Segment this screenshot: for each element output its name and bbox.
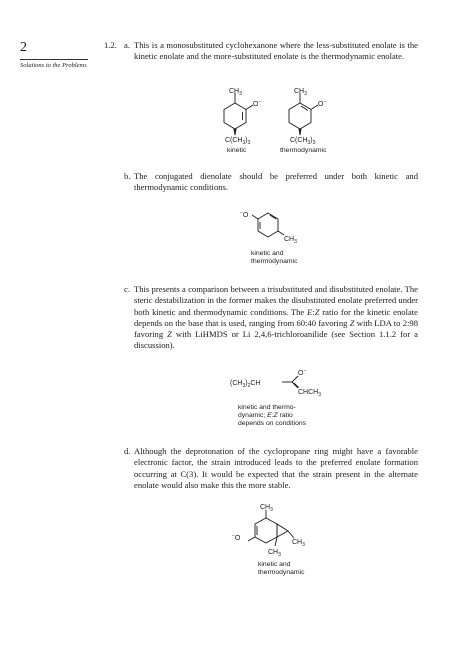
kinetic-methyl-label: $CH_3$: [229, 88, 242, 97]
dienolate-caption-line1: kinetic and: [251, 250, 284, 257]
dienolate-oxide-label: −O: [240, 210, 249, 219]
acyclic-enolate-structure: [230, 368, 350, 398]
dienolate-methyl-label: $CH_3$: [284, 236, 297, 245]
kinetic-enolate-structure: [205, 88, 365, 148]
bicyclic-methyl-right-label: $CH_3$: [292, 539, 305, 548]
bicyclic-methyl-bottom-label: $CH_3$: [268, 549, 281, 558]
bicyclic-enolate-structure: [232, 504, 322, 559]
part-b-text: The conjugated dienolate should be preferred under both kinetic and thermodynamic conditions.: [134, 171, 418, 193]
part-b-label: b.: [124, 171, 131, 181]
ethylidene-label: $CHCH_3$: [298, 389, 322, 398]
acyclic-caption-line2: dynamic; E:Z ratio: [238, 412, 293, 419]
part-c-label: c.: [124, 284, 130, 294]
thermo-tbutyl-label: $C(CH_3)_3$: [290, 137, 316, 146]
bicyclic-methyl-top-label: $CH_3$: [260, 504, 273, 513]
bicyclic-oxide-label: −O: [232, 533, 241, 542]
dienolate-caption-line2: thermodynamic: [251, 258, 298, 265]
part-d-label: d.: [124, 446, 131, 456]
part-d-text: Although the deprotonation of the cyclopropane ring might have a favorable electronic factor, the strain introduced leads to the preferred enolate formation occurring at C(3). It would be expected that the strain present in the alternate enolate would also make this the more stable.: [134, 446, 418, 490]
part-c-text: This presents a comparison between a trisubstituted and disubstituted enolate. The steric destabilization in the former makes the disubstituted enolate preferred under both kinetic and thermodynamic conditions. The E:Z ratio for the kinetic enolate depends on the base that is used, ranging from 60:40 favoring Z with LDA to 2:98 favoring Z with LiHMDS or Li 2,4,6-trichloroanilide (see Section 1.1.2 for a discussion).: [134, 284, 418, 351]
isopropyl-label: $(CH_3)_2CH$: [230, 380, 261, 389]
bicyclic-caption-line2: thermodynamic: [258, 569, 305, 576]
acyclic-caption-line3: depends on conditions: [238, 420, 307, 427]
kinetic-oxide-label: O−: [253, 99, 262, 108]
acyclic-caption-line1: kinetic and thermo-: [238, 404, 296, 411]
kinetic-tbutyl-label: $C(CH_3)_3$: [225, 137, 251, 146]
margin-divider: [20, 59, 88, 60]
part-a-text: This is a monosubstituted cyclohexanone where the less-substituted enolate is the kinetic enolate and the more-substituted enolate is the thermodynamic enolate.: [134, 40, 418, 62]
dienolate-structure: [240, 207, 310, 247]
acyclic-oxide-label: O−: [298, 368, 307, 377]
thermo-oxide-label: O−: [318, 99, 327, 108]
thermo-methyl-label: $CH_3$: [294, 88, 307, 97]
bicyclic-caption-line1: kinetic and: [258, 561, 291, 568]
kinetic-caption: kinetic: [227, 147, 247, 154]
part-a-label: a.: [124, 40, 130, 50]
page-number: 2: [20, 40, 27, 55]
thermodynamic-caption: thermodynamic: [280, 147, 327, 154]
problem-number: 1.2.: [104, 40, 117, 50]
margin-note: Solutions to the Problems: [20, 62, 87, 69]
